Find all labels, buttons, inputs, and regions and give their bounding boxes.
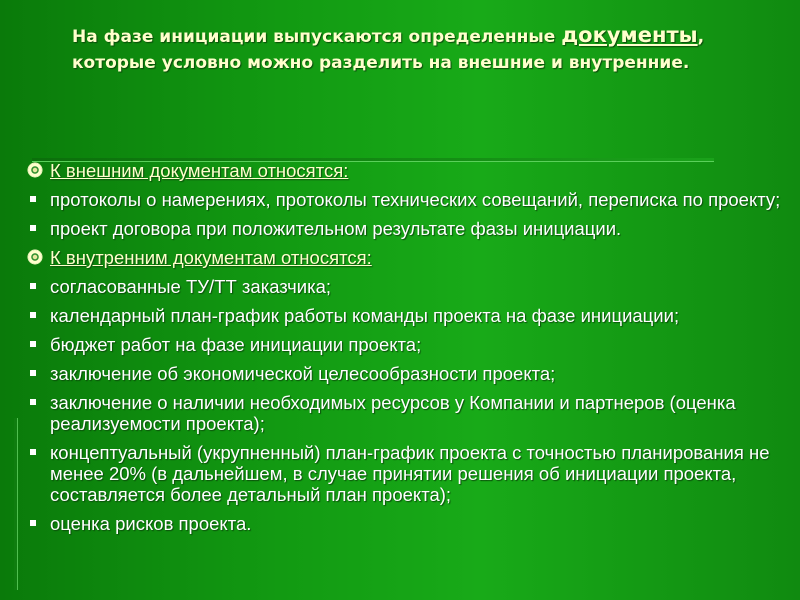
list-item <box>28 442 788 505</box>
title-part2: , которые условно можно разделить на внешние и внутренние. <box>72 27 705 73</box>
list-item-text: заключение о наличии необходимых ресурсов у Компании и партнеров (оценка реализуемости проекта); <box>50 392 736 434</box>
square-bullet-icon <box>30 449 36 455</box>
list-heading-internal <box>28 247 788 268</box>
list-item-text: календарный план-график работы команды проекта на фазе инициации; <box>50 305 680 326</box>
bullet-list <box>28 160 788 542</box>
list-item <box>28 363 788 384</box>
list-item <box>28 392 788 434</box>
title-part1: На фазе инициации выпускаются определенные <box>72 27 556 47</box>
list-item-text: оценка рисков проекта. <box>50 513 252 534</box>
square-bullet-icon <box>30 370 36 376</box>
square-bullet-icon <box>30 283 36 289</box>
ring-bullet-icon <box>28 163 42 177</box>
square-bullet-icon <box>30 312 36 318</box>
list-item <box>28 276 788 297</box>
square-bullet-icon <box>30 225 36 231</box>
list-item-text: концептуальный (укрупненный) план-график проекта с точностью планирования не менее 20% (в дальнейшем, в случае принятии решения об инициации проекта, составляется более детальный план проекта); <box>50 442 770 505</box>
list-item <box>28 218 788 239</box>
list-item-text: проект договора при положительном результате фазы инициации. <box>50 218 622 239</box>
list-heading-text: К внешним документам относятся: <box>50 160 349 181</box>
ring-bullet-icon <box>28 250 42 264</box>
list-item-text: бюджет работ на фазе инициации проекта; <box>50 334 422 355</box>
square-bullet-icon <box>30 399 36 405</box>
list-item <box>28 305 788 326</box>
list-item-text: заключение об экономической целесообразности проекта; <box>50 363 556 384</box>
list-item-text: согласованные ТУ/ТТ заказчика; <box>50 276 332 297</box>
list-heading-external <box>28 160 788 181</box>
list-item <box>28 334 788 355</box>
square-bullet-icon <box>30 520 36 526</box>
slide-title <box>72 22 732 76</box>
list-item <box>28 189 788 210</box>
square-bullet-icon <box>30 196 36 202</box>
title-highlight: документы <box>561 23 698 47</box>
square-bullet-icon <box>30 341 36 347</box>
list-item <box>28 513 788 534</box>
list-item-text: протоколы о намерениях, протоколы технических совещаний, переписка по проекту; <box>50 189 781 210</box>
side-rule <box>14 418 17 590</box>
list-heading-text: К внутренним документам относятся: <box>50 247 372 268</box>
